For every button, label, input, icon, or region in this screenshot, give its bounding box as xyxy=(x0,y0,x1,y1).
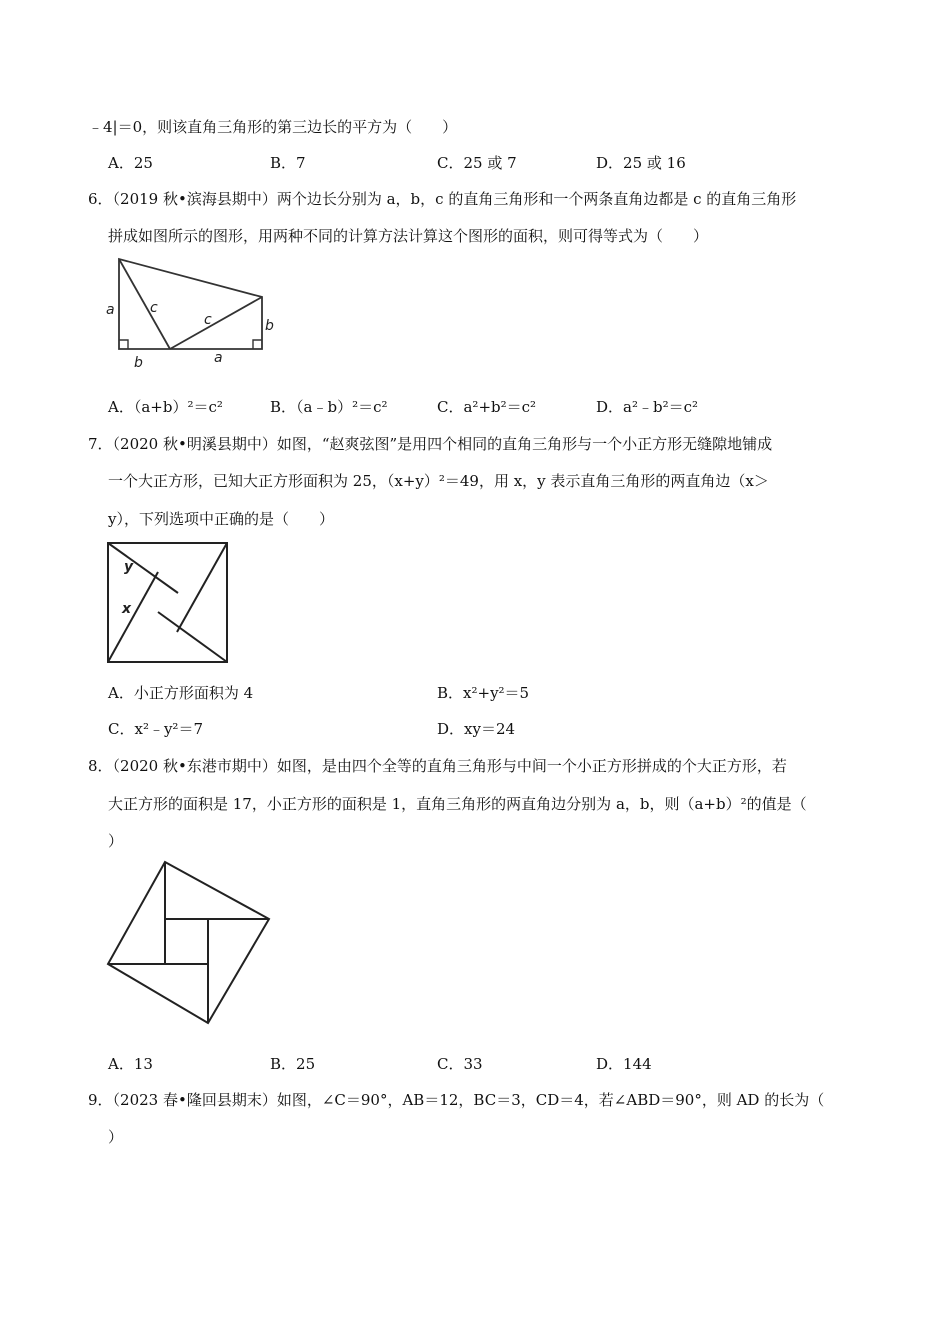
q8-outer-square xyxy=(108,862,269,1023)
q6-label-b-bottom: b xyxy=(134,355,143,371)
q8-option-c[interactable]: C．33 xyxy=(437,1055,483,1073)
q5-option-a[interactable]: A．25 xyxy=(108,154,153,172)
q7-option-d[interactable]: D．xy＝24 xyxy=(437,720,516,738)
q8-option-d[interactable]: D．144 xyxy=(596,1055,652,1073)
q6-hypotenuse-right xyxy=(170,297,262,349)
q6-option-b[interactable]: B．（a﹣b）²＝c² xyxy=(270,398,388,416)
q6-trapezoid-outline xyxy=(119,259,262,349)
q6-stem-line1: 6．（2019 秋•滨海县期中）两个边长分别为 a，b，c 的直角三角形和一个两条直角边都是 c 的直角三角形 xyxy=(88,190,797,208)
q8-option-b[interactable]: B．25 xyxy=(270,1055,316,1073)
q9-stem-line2: ） xyxy=(108,1128,124,1146)
q6-label-c2: c xyxy=(204,312,212,328)
q7-option-c[interactable]: C．x²﹣y²＝7 xyxy=(108,720,203,738)
q6-hypotenuse-left xyxy=(119,259,170,349)
q6-figure xyxy=(100,250,290,375)
q8-stem-line1: 8．（2020 秋•东港市期中）如图，是由四个全等的直角三角形与中间一个小正方形拼成的个大正方形，若 xyxy=(88,757,787,775)
q6-right-angle-right xyxy=(253,340,262,349)
q5-option-c[interactable]: C．25 或 7 xyxy=(437,154,517,172)
q7-stem-line1: 7．（2020 秋•明溪县期中）如图，“赵爽弦图”是用四个相同的直角三角形与一个小正方形无缝隙地铺成 xyxy=(88,435,773,453)
q7-option-a[interactable]: A．小正方形面积为 4 xyxy=(108,684,254,702)
q8-figure xyxy=(104,859,274,1029)
q9-stem-line1: 9．（2023 春•隆回县期末）如图，∠C＝90°，AB＝12，BC＝3，CD＝4，若∠ABD＝90°，则 AD 的长为（ xyxy=(88,1091,825,1109)
q6-label-b-right: b xyxy=(265,318,274,334)
q7-option-b[interactable]: B．x²+y²＝5 xyxy=(437,684,530,702)
q6-option-a[interactable]: A．（a+b）²＝c² xyxy=(108,398,223,416)
q7-stem-line2: 一个大正方形，已知大正方形面积为 25，（x+y）²＝49，用 x，y 表示直角三角形的两直角边（x＞ xyxy=(108,472,769,490)
q5-option-d[interactable]: D．25 或 16 xyxy=(596,154,686,172)
q6-right-angle-left xyxy=(119,340,128,349)
q5-stem-continuation: ﹣4|＝0，则该直角三角形的第三边长的平方为（ ） xyxy=(88,118,458,136)
q6-option-c[interactable]: C．a²+b²＝c² xyxy=(437,398,537,416)
q8-stem-line2: 大正方形的面积是 17，小正方形的面积是 1，直角三角形的两直角边分别为 a，b，则（a+b）²的值是（ xyxy=(108,795,807,813)
q7-label-x: x xyxy=(122,601,132,617)
q5-option-b[interactable]: B．7 xyxy=(270,154,306,172)
q8-stem-line3: ） xyxy=(108,832,124,850)
q8-option-a[interactable]: A．13 xyxy=(108,1055,153,1073)
q6-option-d[interactable]: D．a²﹣b²＝c² xyxy=(596,398,699,416)
q6-stem-line2: 拼成如图所示的图形，用两种不同的计算方法计算这个图形的面积，则可得等式为（ ） xyxy=(108,227,709,245)
q7-stem-line3: y），下列选项中正确的是（ ） xyxy=(108,510,334,528)
q7-label-y: y xyxy=(124,559,134,575)
q6-label-c1: c xyxy=(150,300,158,316)
q6-label-a-bottom: a xyxy=(214,350,223,366)
q6-label-a-left: a xyxy=(106,302,115,318)
q7-figure xyxy=(106,541,230,665)
